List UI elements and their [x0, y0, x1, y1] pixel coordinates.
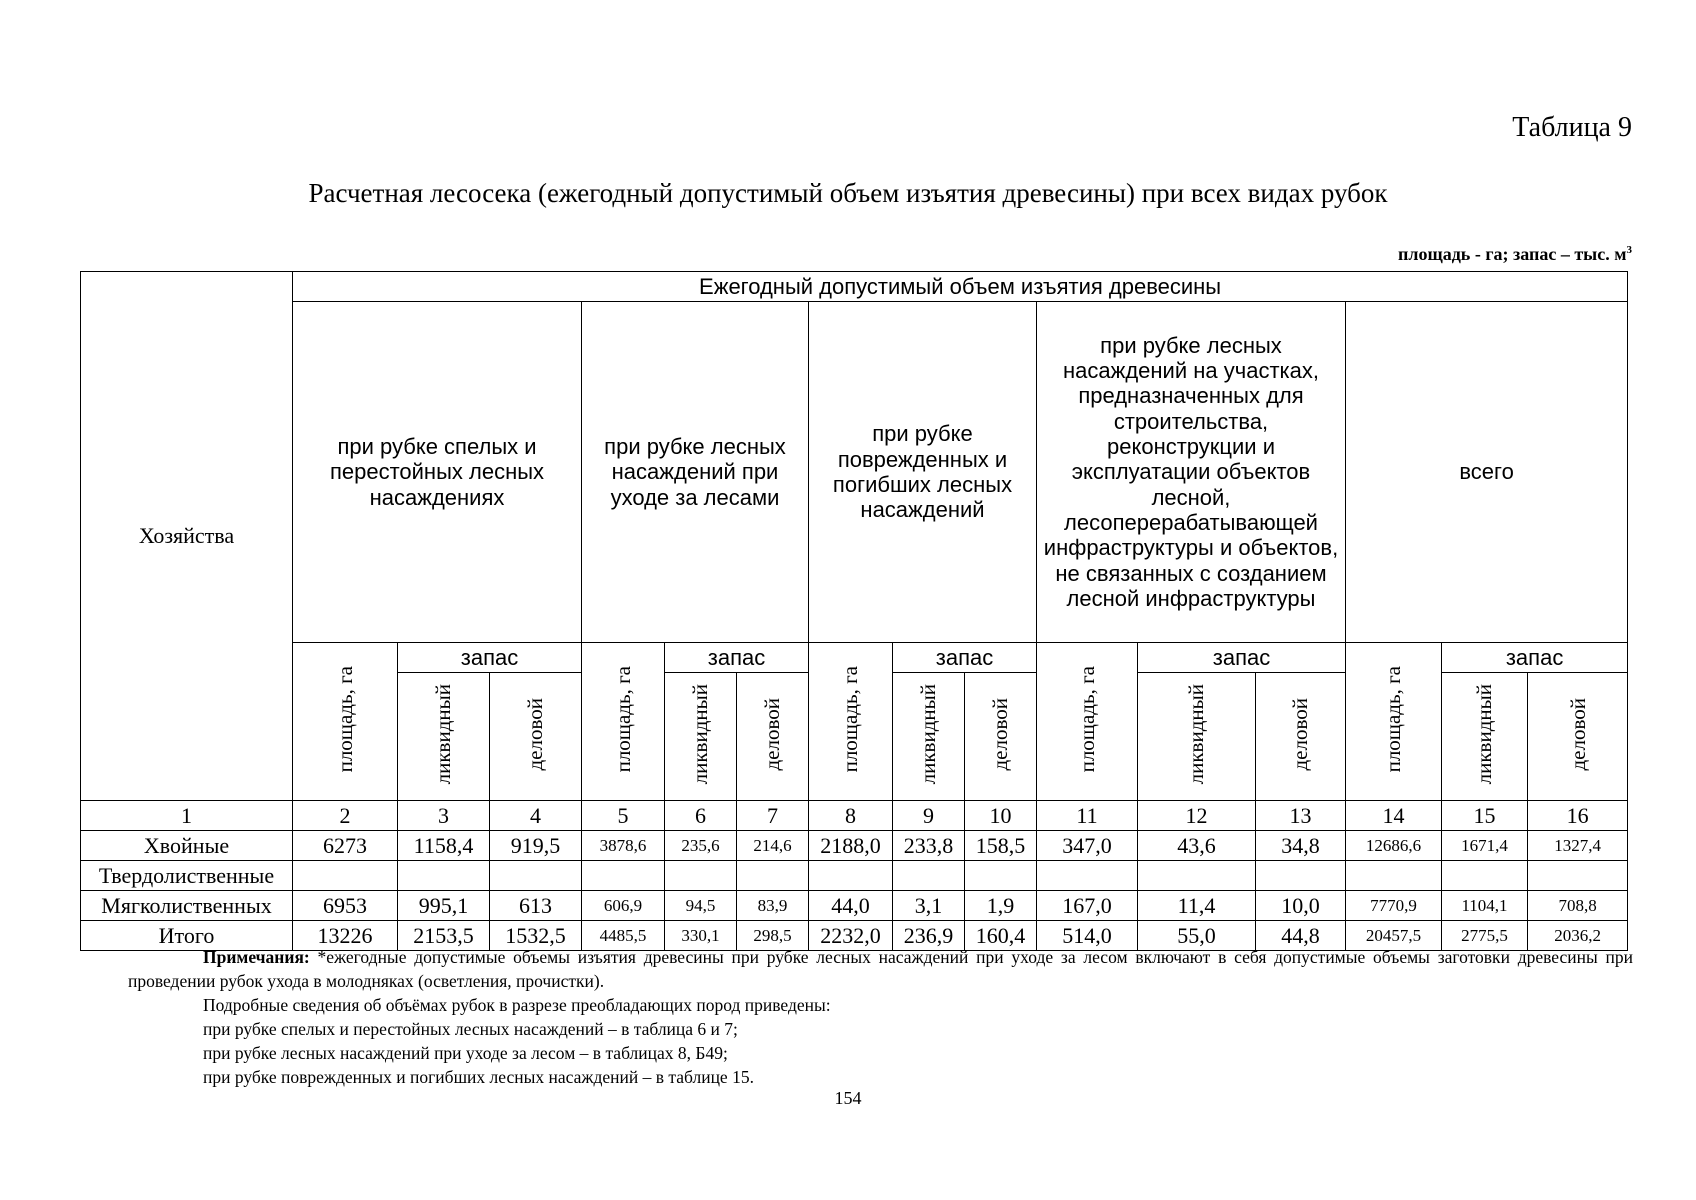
page-number: 154 [834, 1088, 862, 1108]
col-num-14: 14 [1346, 801, 1442, 831]
table-cell: 20457,5 [1346, 921, 1442, 951]
header-stock-4: запас [1138, 643, 1346, 673]
table-cell [809, 861, 893, 891]
table-cell: 94,5 [665, 891, 737, 921]
table-cell [582, 861, 665, 891]
col-num-3: 3 [398, 801, 490, 831]
note-4: при рубке лесных насаждений при уходе за лесом – в таблицах 8, Б49; [203, 1043, 728, 1063]
note-2: Подробные сведения об объёмах рубок в разрезе преобладающих пород приведены: [203, 995, 831, 1015]
area-label: площадь, га [332, 665, 357, 773]
header-business-4 [1256, 673, 1346, 801]
table-row [81, 831, 1628, 861]
table-cell: 708,8 [1528, 891, 1628, 921]
table-cell: 4485,5 [582, 921, 665, 951]
table-row [81, 891, 1628, 921]
table-cell: 330,1 [665, 921, 737, 951]
note-1-text: *ежегодные допустимые объемы изъятия древесины при рубке лесных насаждений при уходе за лесом включают в себя допустимые объемы заготовки древесины при проведении рубок ухода в молодняках (осветления, прочистки). [128, 947, 1633, 991]
header-area-1 [293, 643, 398, 801]
table-label: Таблица 9 [1512, 112, 1632, 143]
table-cell: 1532,5 [490, 921, 582, 951]
table-cell: 158,5 [965, 831, 1037, 861]
row-label: Твердолиственные [81, 861, 293, 891]
table-cell: 347,0 [1037, 831, 1138, 861]
units-text: площадь - га; запас – тыс. м [1398, 244, 1627, 264]
table-cell [490, 861, 582, 891]
table-cell: 606,9 [582, 891, 665, 921]
table-cell [665, 861, 737, 891]
col-num-1: 1 [81, 801, 293, 831]
notes-label: Примечания: [203, 947, 310, 967]
table-cell: 2153,5 [398, 921, 490, 951]
header-group-damaged: при рубке поврежденных и погибших лесных насаждений [809, 302, 1037, 643]
header-stock-3: запас [893, 643, 1037, 673]
business-label: деловой [988, 697, 1013, 771]
col-num-7: 7 [737, 801, 809, 831]
table-cell: 995,1 [398, 891, 490, 921]
table-cell: 6273 [293, 831, 398, 861]
col-num-4: 4 [490, 801, 582, 831]
table-row [81, 861, 1628, 891]
area-label: площадь, га [838, 665, 863, 773]
table-cell: 2232,0 [809, 921, 893, 951]
header-business-3 [965, 673, 1037, 801]
liquid-label: ликвидный [688, 683, 713, 785]
notes [128, 945, 1633, 1089]
header-annual: Ежегодный допустимый объем изъятия древесины [293, 272, 1628, 302]
col-num-16: 16 [1528, 801, 1628, 831]
table-cell: 613 [490, 891, 582, 921]
liquid-label: ликвидный [431, 683, 456, 785]
note-5: при рубке поврежденных и погибших лесных насаждений – в таблице 15. [203, 1067, 754, 1087]
column-number-row [81, 801, 1628, 831]
table-cell: 214,6 [737, 831, 809, 861]
header-liquid-3 [893, 673, 965, 801]
header-stock-2: запас [665, 643, 809, 673]
table-cell: 236,9 [893, 921, 965, 951]
table-cell: 235,6 [665, 831, 737, 861]
table-cell [1346, 861, 1442, 891]
row-label: Хвойные [81, 831, 293, 861]
table-cell: 919,5 [490, 831, 582, 861]
table-cell: 233,8 [893, 831, 965, 861]
note-3: при рубке спелых и перестойных лесных насаждений – в таблица 6 и 7; [203, 1019, 738, 1039]
table-cell: 160,4 [965, 921, 1037, 951]
table-cell [398, 861, 490, 891]
table-cell: 11,4 [1138, 891, 1256, 921]
header-group-care: при рубке лесных насаждений при уходе за лесами [582, 302, 809, 643]
table-cell: 83,9 [737, 891, 809, 921]
table-cell: 10,0 [1256, 891, 1346, 921]
table-cell: 3,1 [893, 891, 965, 921]
table-cell: 514,0 [1037, 921, 1138, 951]
header-business-1 [490, 673, 582, 801]
table-cell: 1158,4 [398, 831, 490, 861]
table-cell: 2188,0 [809, 831, 893, 861]
table-cell [893, 861, 965, 891]
business-label: деловой [1288, 697, 1313, 771]
col-num-6: 6 [665, 801, 737, 831]
table-cell [737, 861, 809, 891]
business-label: деловой [1565, 697, 1590, 771]
table-cell: 2775,5 [1442, 921, 1528, 951]
header-area-2 [582, 643, 665, 801]
table-cell: 298,5 [737, 921, 809, 951]
table-cell: 1327,4 [1528, 831, 1628, 861]
table-cell: 12686,6 [1346, 831, 1442, 861]
col-num-8: 8 [809, 801, 893, 831]
col-num-12: 12 [1138, 801, 1256, 831]
table-cell [1442, 861, 1528, 891]
table-cell: 44,8 [1256, 921, 1346, 951]
table-cell: 1104,1 [1442, 891, 1528, 921]
cutting-volume-table [80, 271, 1628, 951]
liquid-label: ликвидный [916, 683, 941, 785]
header-business-2 [737, 673, 809, 801]
table-cell: 3878,6 [582, 831, 665, 861]
col-num-15: 15 [1442, 801, 1528, 831]
row-label: Итого [81, 921, 293, 951]
header-stock-5: запас [1442, 643, 1628, 673]
note-1 [128, 945, 1633, 993]
header-liquid-2 [665, 673, 737, 801]
table-cell: 44,0 [809, 891, 893, 921]
table-cell: 2036,2 [1528, 921, 1628, 951]
area-label: площадь, га [1381, 665, 1406, 773]
table-cell [1037, 861, 1138, 891]
table-cell: 1671,4 [1442, 831, 1528, 861]
table-cell [293, 861, 398, 891]
table-cell: 6953 [293, 891, 398, 921]
table-cell [1528, 861, 1628, 891]
table-cell: 55,0 [1138, 921, 1256, 951]
header-area-3 [809, 643, 893, 801]
area-label: площадь, га [1074, 665, 1099, 773]
col-num-9: 9 [893, 801, 965, 831]
document-title: Расчетная лесосека (ежегодный допустимый объем изъятия древесины) при всех видах рубок [308, 178, 1388, 208]
business-label: деловой [523, 697, 548, 771]
header-group-total: всего [1346, 302, 1628, 643]
col-num-10: 10 [965, 801, 1037, 831]
table-cell: 1,9 [965, 891, 1037, 921]
header-liquid-4 [1138, 673, 1256, 801]
col-num-11: 11 [1037, 801, 1138, 831]
business-label: деловой [760, 697, 785, 771]
units-note [1398, 244, 1632, 265]
header-stock-1: запас [398, 643, 582, 673]
liquid-label: ликвидный [1472, 683, 1497, 785]
table-body [81, 831, 1628, 951]
liquid-label: ликвидный [1184, 683, 1209, 785]
header-group-construction: при рубке лесных насаждений на участках, предназначенных для строительства, реконструкции и эксплуатации объектов лесной, лесоперерабатывающей инфраструктуры и объектов, не связанных с созданием лесной инфраструктуры [1037, 302, 1346, 643]
table-cell: 43,6 [1138, 831, 1256, 861]
area-label: площадь, га [610, 665, 635, 773]
table-cell: 13226 [293, 921, 398, 951]
table-cell: 167,0 [1037, 891, 1138, 921]
header-group-mature: при рубке спелых и перестойных лесных насаждениях [293, 302, 582, 643]
units-superscript: 3 [1626, 244, 1632, 256]
header-area-4 [1037, 643, 1138, 801]
table-cell: 34,8 [1256, 831, 1346, 861]
header-liquid-1 [398, 673, 490, 801]
header-area-5 [1346, 643, 1442, 801]
header-business-5 [1528, 673, 1628, 801]
table-cell: 7770,9 [1346, 891, 1442, 921]
header-farms: Хозяйства [81, 272, 293, 801]
col-num-13: 13 [1256, 801, 1346, 831]
row-label: Мягколиственных [81, 891, 293, 921]
table-cell [1256, 861, 1346, 891]
col-num-2: 2 [293, 801, 398, 831]
table-cell [965, 861, 1037, 891]
table-cell [1138, 861, 1256, 891]
col-num-5: 5 [582, 801, 665, 831]
header-liquid-5 [1442, 673, 1528, 801]
